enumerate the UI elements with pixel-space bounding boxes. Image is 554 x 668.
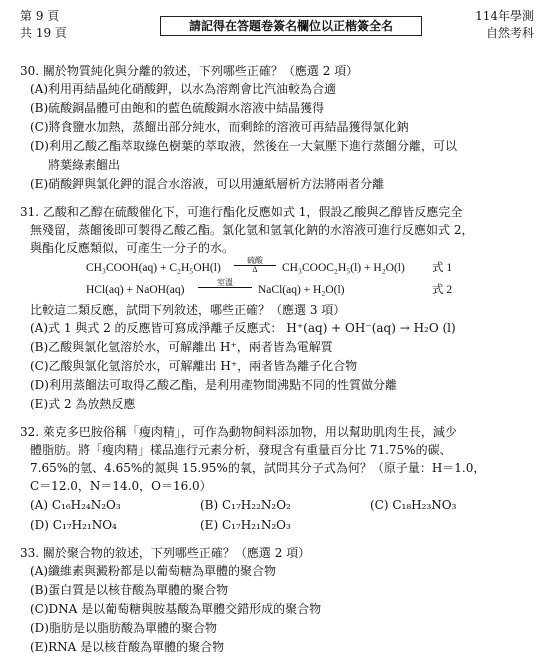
question-32-stem-line3: 7.65%的氫、4.65%的氮與 15.95%的氧，試問其分子式為何？（原子量：H＝1.0，: [30, 461, 486, 475]
equation-1-reactants: CH₃COOH(aq) + C₂H₅OH(l): [86, 262, 221, 274]
question-32-stem-line2: 體脂肪。將「瘦肉精」樣品進行元素分析，發現含有重量百分比 71.75%的碳、: [30, 443, 452, 457]
q33-option-b: (B)蛋白質是以核苷酸為單體的聚合物: [30, 583, 229, 597]
q31-option-e: (E)式 2 為放熱反應: [30, 397, 136, 411]
total-pages: 共 19 頁: [20, 26, 67, 40]
q33-option-c: (C)DNA 是以葡萄糖與胺基酸為單體交錯形成的聚合物: [30, 602, 322, 616]
equation-1-arrow: [234, 257, 276, 274]
equation-2: [20, 279, 538, 301]
q31-option-b: (B)乙酸與氯化氫溶於水，可解離出 H⁺，兩者皆為電解質: [30, 340, 333, 354]
arrow-right-icon: [234, 265, 276, 266]
q30-option-d-line1: (D)利用乙酸乙酯萃取綠色樹葉的萃取液，然後在一大氣壓下進行蒸餾分離，可以: [30, 139, 457, 153]
q33-option-e: (E)RNA 是以核苷酸為單體的聚合物: [30, 640, 225, 654]
question-31-stem-line2: 無殘留，蒸餾後即可製得乙酸乙酯。氯化氫和氫氧化鈉的水溶液可進行反應如式 2，: [30, 223, 474, 237]
q31-option-a: (A)式 1 與式 2 的反應皆可寫成淨離子反應式： H⁺(aq) + OH⁻(aq) → H₂O (l): [30, 321, 456, 335]
question-32: [20, 423, 538, 535]
equation-1-heat: Δ: [252, 265, 258, 274]
question-31-stem-line1: 31. 乙酸和乙醇在硫酸催化下，可進行酯化反應如式 1，假設乙酸與乙醇皆反應完全: [20, 205, 463, 219]
equation-1-products: CH₃COOC₂H₅(l) + H₂O(l): [282, 262, 405, 274]
page-number-block: [20, 8, 67, 42]
equation-2-label: 式 2: [432, 284, 453, 296]
q32-option-d: (D) C₁₇H₂₁NO₄: [30, 518, 117, 532]
q32-option-e: (E) C₁₇H₂₁N₂O₃: [200, 518, 291, 532]
q32-option-a: (A) C₁₆H₂₄N₂O₃: [30, 498, 121, 512]
question-32-stem-line4: C＝12.0，N＝14.0，O＝16.0）: [30, 479, 212, 493]
equation-2-condition: 室溫: [217, 278, 233, 287]
q33-option-d: (D)脂肪是以脂肪酸為單體的聚合物: [30, 621, 217, 635]
equation-2-arrow: [198, 279, 252, 288]
q30-option-e: (E)硝酸鉀與氯化鉀的混合水溶液，可以用濾紙層析方法將兩者分離: [30, 177, 385, 191]
question-32-stem-line1: 32. 萊克多巴胺俗稱「瘦肉精」，可作為動物飼料添加物，用以幫助肌肉生長，減少: [20, 425, 457, 439]
question-31-stem-line3: 與酯化反應類似，可產生一分子的水。: [30, 241, 235, 255]
question-30-stem: 30. 關於物質純化與分離的敘述，下列哪些正確？（應選 2 項）: [20, 64, 359, 78]
q32-options: [20, 495, 538, 535]
q32-option-b: (B) C₁₇H₂₂N₂O₂: [200, 498, 291, 512]
question-30: [20, 62, 538, 194]
q30-option-d: [20, 137, 538, 175]
page-header: [20, 8, 534, 48]
q30-option-b: (B)硫酸銅晶體可由飽和的藍色硫酸銅水溶液中結晶獲得: [30, 101, 325, 115]
page-number: 第 9 頁: [20, 9, 60, 23]
subject-name: 自然考科: [485, 26, 534, 40]
equation-1: [20, 257, 538, 279]
q31-option-c: (C)乙酸與氯化氫溶於水，可解離出 H⁺，兩者皆為離子化合物: [30, 359, 358, 373]
equation-2-products: NaCl(aq) + H₂O(l): [258, 284, 345, 296]
exam-name: 114年學測: [475, 9, 534, 23]
question-content: [20, 62, 538, 666]
q30-option-a: (A)利用再結晶純化硝酸鉀，以水為溶劑會比汽油較為合適: [30, 82, 337, 96]
q32-option-c: (C) C₁₈H₂₃NO₃: [370, 498, 457, 512]
equation-1-catalyst: 硫酸: [247, 256, 263, 265]
q33-option-a: (A)纖維素與澱粉都是以葡萄糖為單體的聚合物: [30, 564, 277, 578]
question-33-stem: 33. 關於聚合物的敘述，下列哪些正確？（應選 2 項）: [20, 546, 311, 560]
question-31: [20, 203, 538, 414]
arrow-right-icon: [198, 287, 252, 288]
exam-info: [475, 8, 534, 42]
signature-notice: 請記得在答題卷簽名欄位以正楷簽全名: [160, 16, 422, 36]
q30-option-d-line2: 將葉綠素餾出: [48, 158, 121, 172]
question-33: [20, 544, 538, 657]
question-31-prompt: 比較這二類反應，試問下列敘述，哪些正確？（應選 3 項）: [30, 303, 346, 317]
q31-option-d: (D)利用蒸餾法可取得乙酸乙酯，是利用產物間沸點不同的性質做分離: [30, 378, 397, 392]
equation-2-reactants: HCl(aq) + NaOH(aq): [86, 284, 185, 296]
equation-1-label: 式 1: [432, 262, 453, 274]
q30-option-c: (C)將食鹽水加熱，蒸餾出部分純水，而剩餘的溶液可再結晶獲得氯化鈉: [30, 120, 409, 134]
